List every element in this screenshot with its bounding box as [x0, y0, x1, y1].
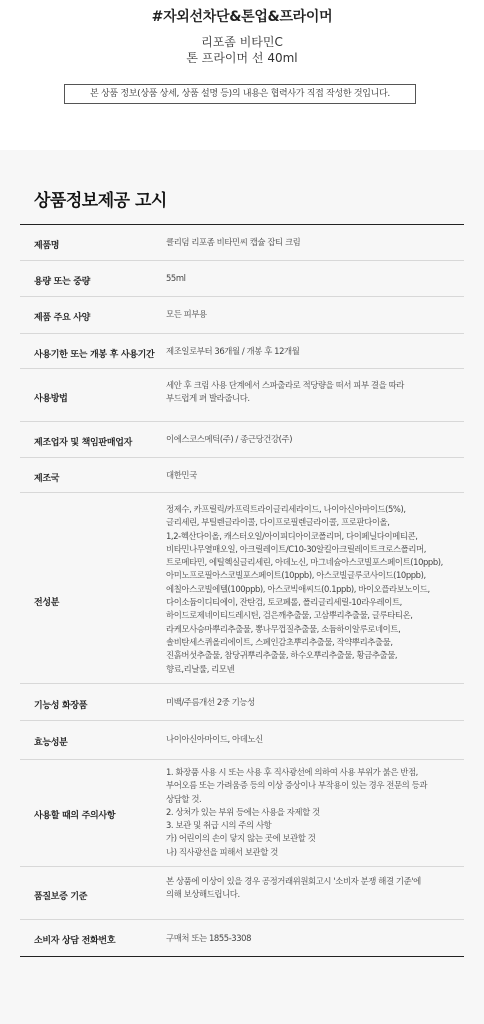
info-label: 품질보증 기준 [34, 892, 88, 902]
info-section-heading: 상품정보제공 고시 [34, 191, 167, 211]
info-row-usage [20, 369, 464, 422]
info-label: 제조업자 및 책임판매업자 [34, 438, 133, 448]
info-row-country [20, 458, 464, 493]
info-row-specification [20, 297, 464, 334]
info-row-quality-guarantee [20, 867, 464, 920]
info-label: 기능성 화장품 [34, 701, 88, 711]
info-label: 사용할 때의 주의사항 [34, 811, 116, 821]
info-row-customer-phone [20, 920, 464, 956]
product-hashtag-title: #자외선차단&톤업&프라이머 [151, 9, 333, 25]
info-value: 미백/주름개선 2중 기능성 [166, 697, 255, 707]
info-value: 55ml [166, 273, 186, 283]
info-value: 본 상품에 이상이 있을 경우 공정거래위원회고시 '소비자 분쟁 해결 기준'에 의해 보상해드립니다. [166, 876, 421, 900]
info-label: 사용방법 [34, 394, 68, 404]
info-row-product-name [20, 225, 464, 261]
info-row-ingredients [20, 493, 464, 684]
info-label: 제품 주요 사양 [34, 313, 91, 323]
info-value: 대한민국 [166, 470, 197, 480]
info-value: 제조일로부터 36개월 / 개봉 후 12개월 [166, 346, 300, 356]
product-info-table [20, 224, 464, 957]
info-value: 세안 후 크림 사용 단계에서 스파출라로 적당량을 떠서 피부 결을 따라 부드럽게 펴 발라줍니다. [166, 380, 404, 404]
info-row-active-ingredients [20, 721, 464, 760]
info-value: 1. 화장품 사용 시 또는 사용 후 직사광선에 의하여 사용 부위가 붉은 반점, 부어오름 또는 가려움증 등의 이상 증상이나 부작용이 있는 경우 전문의 등과 상담할 것. 2. 상처가 있는 부위 등에는 사용을 자제할 것 3. 보관 및 취급 시의 주의 사항 가) 어린이의 손이 닿지 않는 곳에 보관할 것 나) 직사광선을 피해서 보관할 것 [166, 767, 428, 857]
info-label: 제조국 [34, 474, 60, 484]
info-value: 정제수, 카프릴릭/카프릭트라이글리세라이드, 나이아신아마이드(5%), 글리세린, 부틸렌글라이콜, 다이프로필렌글라이콜, 프로판다이올, 1,2-헥산다이올, 캐스터오일/아이피디아이코폴리머, 다이페닐다이메티콘, 비타민나무열매오일, 아크릴레이트/C10-30알킬아크릴레이트크로스폴리머, 트로메타민, 에틸헥실글리세린, 아데노신, 마그네슘아스코빌포스페이트(10ppb), 아미노프로필아스코빌포스페이트(10ppb), 아스코빌글루코사이드(10ppb), 에칠아스코빌에텔(100ppb), 아스코빅애씨드(0.1ppb), 바이오플라보노이드, 다이소듐이디티에이, 잔탄검, 토코페롤, 폴리글리세릴-10라우레이트, 하이드로제네이티드레시틴, 검은깨추출물, 고삼뿌리추출물, 글루타티온, 라케모사승마뿌리추출물, 뽕나무껍질추출물, 소듐하이알루로네이트, 솔비탄세스퀴올리에이트, 스페인감초뿌리추출물, 작약뿌리추출물, 진흙버섯추출물, 참당귀뿌리추출물, 하수오뿌리추출물, 황금추출물, 향료,리날룰, 리모넨 [166, 504, 443, 674]
info-value: 이에스코스메틱(주) / 종근당건강(주) [166, 434, 293, 444]
product-subtitle-line1: 리포좀 비타민C [201, 35, 283, 49]
info-value: 구매처 또는 1855-3308 [166, 933, 252, 943]
info-row-functional [20, 684, 464, 721]
info-label: 제품명 [34, 241, 60, 251]
info-label: 용량 또는 중량 [34, 277, 91, 287]
info-label: 전성분 [34, 598, 60, 608]
info-value: 나이아신아마이드, 아데노신 [166, 734, 263, 744]
info-label: 사용기한 또는 개봉 후 사용기간 [34, 350, 155, 360]
info-row-expiry [20, 334, 464, 369]
partner-notice-box: 본 상품 정보(상품 상세, 상품 설명 등)의 내용은 협력사가 직접 작성한 것입니다. [64, 84, 416, 104]
info-label: 효능성분 [34, 738, 68, 748]
product-subtitle-line2: 톤 프라이머 선 40ml [186, 51, 298, 65]
info-value: 모든 피부용 [166, 309, 207, 319]
info-value: 클리덤 리포좀 비타민씨 캡슐 잡티 크림 [166, 237, 301, 247]
info-row-manufacturer [20, 422, 464, 458]
info-row-precautions [20, 760, 464, 867]
info-row-volume [20, 261, 464, 297]
info-label: 소비자 상담 전화번호 [34, 936, 116, 946]
product-banner [0, 0, 484, 150]
